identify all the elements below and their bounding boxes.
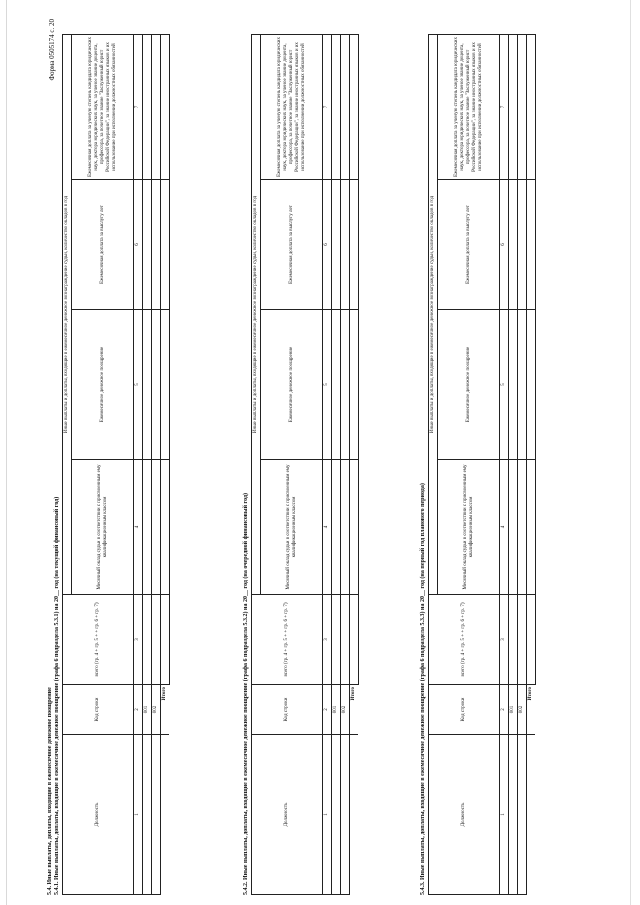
table-row	[332, 34, 341, 894]
col-number: 5	[500, 310, 509, 460]
header-total: всего (гр. 4 + гр. 5 + + гр. 6 + гр. 7)	[252, 595, 323, 685]
form-reference: Форма 0505174 с. 20	[48, 19, 56, 81]
header-position: Должность	[63, 735, 134, 895]
header-col5: Ежемесячное денежное поощрение	[438, 310, 500, 460]
table-row	[509, 34, 518, 894]
total-row	[350, 34, 359, 894]
col-number: 4	[500, 460, 509, 595]
col-number: 4	[134, 460, 143, 595]
col-number: 1	[500, 735, 509, 895]
table-title: 5.4.3. Иные выплаты, доплаты, входящие в ежемесячное денежное поощрение (графа 6 подраздела 5.3.3) на 20__ год (на первый год планового периода)	[420, 483, 426, 895]
header-total: всего (гр. 4 + гр. 5 + + гр. 6 + гр. 7)	[63, 595, 134, 685]
header-col6: Ежемесячная доплата за выслугу лет	[72, 180, 134, 310]
table-row	[341, 34, 350, 894]
col-number: 6	[323, 180, 332, 310]
total-label: Итого	[161, 685, 170, 735]
header-col5: Ежемесячное денежное поощрение	[72, 310, 134, 460]
table-title: 5.4.1. Иные выплаты, доплаты, входящие в ежемесячное денежное поощрение (графа 6 подраздела 5.3.1) на 20__ год (на текущий финансовый год)	[54, 496, 60, 895]
header-group: Иные выплаты и доплаты, входящие в ежемесячное денежное вознаграждение судьи, количество окладов в год	[429, 34, 438, 594]
table-title: 5.4.2. Иные выплаты, доплаты, входящие в ежемесячное денежное поощрение (графа 6 подраздела 5.3.2) на 20__ год (на очередной финансовый год)	[243, 493, 249, 895]
table-row	[143, 34, 152, 894]
row-code: 001	[143, 685, 152, 735]
header-col7: Ежемесячная доплата за ученую степень кандидата юридических наук, доктора юридических наук, за ученое звание доцента, профессора, за почетное звание "Заслуженный юрист Российской Федерации", за знание иностранных языков и их использование при исполнении должностных обязанностей	[72, 34, 134, 179]
col-number: 2	[134, 685, 143, 735]
header-col6: Ежемесячная доплата за выслугу лет	[261, 180, 323, 310]
total-row	[161, 34, 170, 894]
col-number: 7	[134, 34, 143, 179]
col-number: 7	[500, 34, 509, 179]
header-row-code: Код строки	[429, 685, 500, 735]
row-code: 001	[509, 685, 518, 735]
header-position: Должность	[252, 735, 323, 895]
header-col7: Ежемесячная доплата за ученую степень кандидата юридических наук, доктора юридических наук, за ученое звание доцента, профессора, за почетное звание "Заслуженный юрист Российской Федерации", за знание иностранных языков и их использование при исполнении должностных обязанностей	[438, 34, 500, 179]
header-group: Иные выплаты и доплаты, входящие в ежемесячное денежное вознаграждение судьи, количество окладов в год	[252, 34, 261, 594]
col-number: 5	[134, 310, 143, 460]
col-number: 2	[500, 685, 509, 735]
total-row	[527, 34, 536, 894]
col-number: 3	[323, 595, 332, 685]
header-row-code: Код строки	[252, 685, 323, 735]
col-number: 5	[323, 310, 332, 460]
col-number: 4	[323, 460, 332, 595]
col-number: 1	[134, 735, 143, 895]
section-title: 5.4. Иные выплаты, доплаты, входящие в ежемесячное денежное поощрение	[47, 687, 53, 895]
header-row-code: Код строки	[63, 685, 134, 735]
row-code: 002	[518, 685, 527, 735]
payments-table	[251, 34, 359, 895]
header-col5: Ежемесячное денежное поощрение	[261, 310, 323, 460]
header-col6: Ежемесячная доплата за выслугу лет	[438, 180, 500, 310]
header-col4: Месячный оклад судьи в соответствии с присвоенным ему квалификационным классом	[261, 460, 323, 595]
header-col4: Месячный оклад судьи в соответствии с присвоенным ему квалификационным классом	[72, 460, 134, 595]
header-group: Иные выплаты и доплаты, входящие в ежемесячное денежное вознаграждение судьи, количество окладов в год	[63, 34, 72, 594]
row-code: 001	[332, 685, 341, 735]
header-col7: Ежемесячная доплата за ученую степень кандидата юридических наук, доктора юридических наук, за ученое звание доцента, профессора, за почетное звание "Заслуженный юрист Российской Федерации", за знание иностранных языков и их использование при исполнении должностных обязанностей	[261, 34, 323, 179]
rotated-form-content	[40, 15, 620, 895]
col-number: 1	[323, 735, 332, 895]
header-total: всего (гр. 4 + гр. 5 + + гр. 6 + гр. 7)	[429, 595, 500, 685]
row-code: 002	[341, 685, 350, 735]
header-col4: Месячный оклад судьи в соответствии с присвоенным ему квалификационным классом	[438, 460, 500, 595]
payments-table	[428, 34, 536, 895]
page-edge	[630, 0, 631, 905]
col-number: 2	[323, 685, 332, 735]
table-row	[152, 34, 161, 894]
row-code: 002	[152, 685, 161, 735]
header-position: Должность	[429, 735, 500, 895]
payments-table	[62, 34, 170, 895]
col-number: 3	[500, 595, 509, 685]
col-number: 6	[134, 180, 143, 310]
col-number: 7	[323, 34, 332, 179]
col-number: 6	[500, 180, 509, 310]
total-label: Итого	[350, 685, 359, 735]
table-row	[518, 34, 527, 894]
total-label: Итого	[527, 685, 536, 735]
col-number: 3	[134, 595, 143, 685]
page-edge	[6, 0, 7, 905]
